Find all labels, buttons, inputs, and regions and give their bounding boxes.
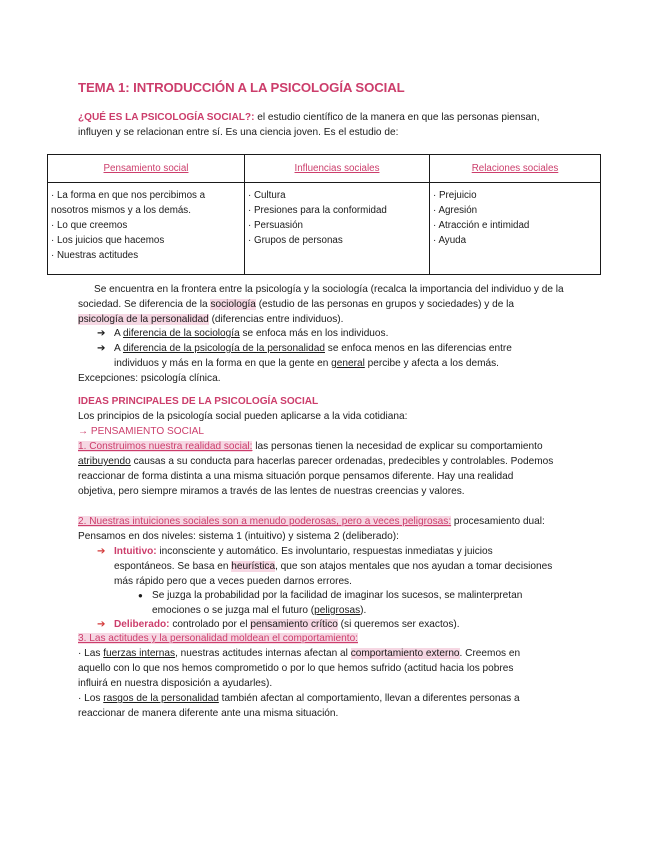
deliberado-item: ➔ Deliberado: controlado por el pensamiento crítico (si queremos ser exactos). [97,619,460,630]
list-item: · Prejuicio [433,190,477,201]
point-3-heading: 3. Las actitudes y la personalidad moldean el comportamiento: [78,633,358,644]
table-cell-influencias [245,183,430,275]
list-item: · Agresión [433,205,478,216]
point-3-line-3: influirá en nuestra disposición a ayudarles). [78,678,273,689]
header-influencias-sociales: Influencias sociales [245,155,430,183]
intuitivo-bullet: ● Se juzga la probabilidad por la facilidad de imaginar los sucesos, se malinterpretan [138,590,523,601]
list-item: · Cultura [248,190,286,201]
point-1-heading: 1. Construimos nuestra realidad social: [78,441,253,452]
list-item: · La forma en que nos percibimos a [51,190,206,201]
intuitivo-item: ➔ Intuitivo: inconsciente y automático. Es involuntario, respuestas inmediatas y juicios [97,546,493,557]
frontier-line-3: psicología de la personalidad (diferencias entre individuos). [78,314,344,325]
point-1-line-2: atribuyendo causas a su conducta para hacerlas parecer ordenadas, predecibles y controlables. Podemos [78,456,554,467]
bullet-icon: ● [138,591,143,600]
list-item: · Persuasión [248,220,303,231]
header-pensamiento-social: Pensamiento social [48,155,245,183]
frontier-line-1: Se encuentra en la frontera entre la psicología y la sociología (recalca la importancia del individuo y de la [94,284,564,295]
section-heading-ideas: IDEAS PRINCIPALES DE LA PSICOLOGÍA SOCIAL [78,396,319,407]
point-2-line-2: Pensamos en dos niveles: sistema 1 (intuitivo) y sistema 2 (deliberado): [78,531,399,542]
table-row [48,183,601,275]
point-1-line-3: reaccionar de forma distinta a una misma situación porque pensamos diferente. Hay una realidad [78,471,514,482]
frontier-arrow-item-2-cont: individuos y más en la forma en que la gente en general percibe y afecta a los demás. [114,358,499,369]
list-item: · Nuestras actitudes [51,250,139,261]
arrow-icon: ➔ [97,546,106,557]
list-item: · Lo que creemos [51,220,128,231]
frontier-line-2: sociedad. Se diferencia de la sociología (estudio de las personas en grupos y sociedades) y de la [78,299,514,310]
exceptions-line: Excepciones: psicología clínica. [78,373,221,384]
page-title: TEMA 1: INTRODUCCIÓN A LA PSICOLOGÍA SOCIAL [78,80,405,95]
point-1-line-1: 1. Construimos nuestra realidad social: las personas tienen la necesidad de explicar su comportamiento [78,441,543,452]
table-cell-relaciones [430,183,601,275]
arrow-icon: ➔ [97,328,106,339]
arrow-icon: ➔ [97,343,106,354]
header-relaciones-sociales: Relaciones sociales [430,155,601,183]
frontier-arrow-item-1: ➔ A diferencia de la sociología se enfoca más en los individuos. [97,328,389,339]
list-item: · Ayuda [433,235,467,246]
point-2-line-1: 2. Nuestras intuiciones sociales son a menudo poderosas, pero a veces peligrosas: procesamiento dual: [78,516,545,527]
point-2-heading: 2. Nuestras intuiciones sociales son a menudo poderosas, pero a veces peligrosas: [78,516,452,527]
point-3-line-4: · Los rasgos de la personalidad también afectan al comportamiento, llevan a diferentes personas a [78,693,520,704]
list-item: · Atracción e intimidad [433,220,530,231]
intuitivo-bullet-cont: emociones o se juzga mal el futuro (peligrosas). [152,605,367,616]
intro-line-2: influyen y se relacionan entre sí. Es una ciencia joven. Es el estudio de: [78,127,399,138]
intro-question: ¿QUÉ ES LA PSICOLOGÍA SOCIAL?: [78,112,255,123]
list-item: nosotros mismos y a los demás. [51,205,191,216]
study-table [47,154,601,275]
list-item: · Presiones para la conformidad [248,205,387,216]
frontier-arrow-item-2: ➔ A diferencia de la psicología de la personalidad se enfoca menos en las diferencias entre [97,343,512,354]
arrow-icon: ➔ [97,619,106,630]
intuitivo-label: Intuitivo: [114,546,157,557]
subheading-pensamiento-social: → PENSAMIENTO SOCIAL [78,426,205,437]
point-3-line-2: aquello con lo que nos hemos comprometido o por lo que hemos sufrido (actitud hacia los pobres [78,663,514,674]
ideas-intro: Los principios de la psicología social pueden aplicarse a la vida cotidiana: [78,411,408,422]
intro-line-1: ¿QUÉ ES LA PSICOLOGÍA SOCIAL?: el estudio científico de la manera en que las personas piensan, [78,112,540,123]
list-item: · Los juicios que hacemos [51,235,165,246]
point-3-heading-line [78,631,358,646]
table-header-row [48,155,601,183]
point-3-line-1: · Las fuerzas internas, nuestras actitudes internas afectan al comportamiento externo. Creemos en [78,648,521,659]
point-3-line-5: reaccionar de manera diferente ante una misma situación. [78,708,339,719]
table-cell-pensamiento [48,183,245,275]
intuitivo-line-2: espontáneos. Se basa en heurística, que son atajos mentales que nos ayudan a tomar decisiones [114,561,553,572]
point-1-line-4: objetiva, pero siempre miramos a través de las lentes de nuestras creencias y valores. [78,486,465,497]
deliberado-label: Deliberado: [114,619,170,630]
intuitivo-line-3: más rápido pero que a veces pueden darnos errores. [114,576,352,587]
list-item: · Grupos de personas [248,235,343,246]
